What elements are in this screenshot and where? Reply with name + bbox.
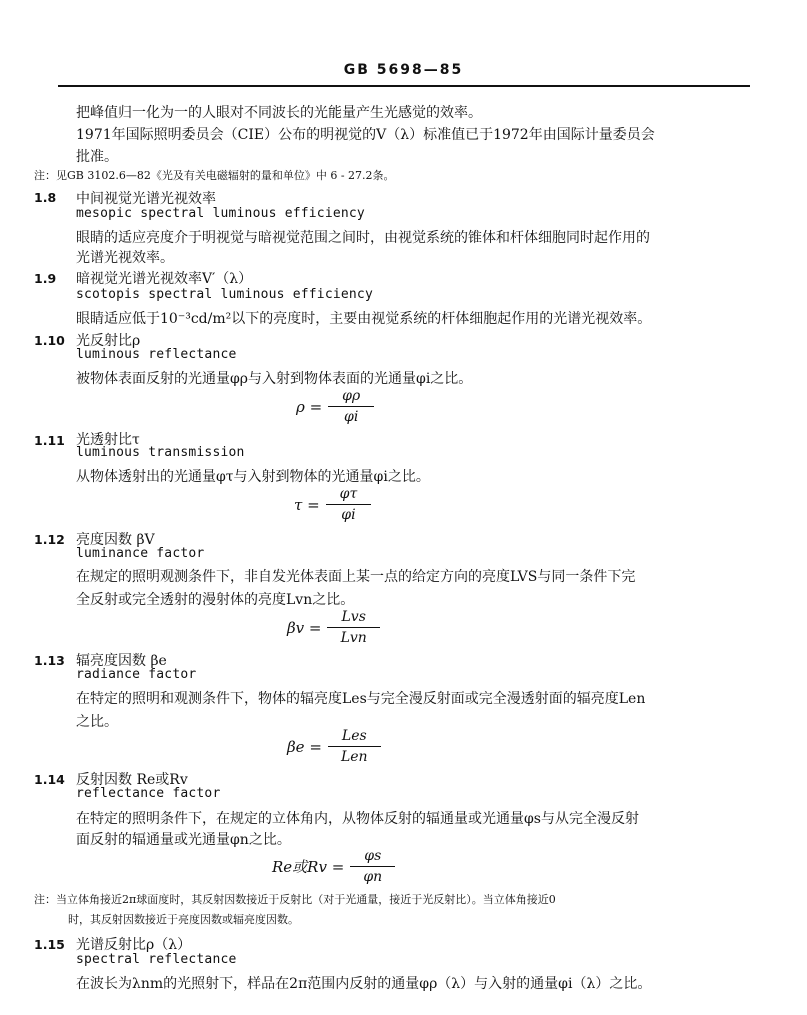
definition: 在特定的照明条件下，在规定的立体角内，从物体反射的辐通量或光通量φs与从完全漫反射	[76, 811, 639, 827]
formula-denominator: φn	[363, 869, 383, 885]
term-en: spectral reflectance	[76, 952, 237, 967]
term-zh: 辐亮度因数 βe	[76, 653, 167, 669]
formula-numerator: φs	[350, 848, 395, 867]
note: 注：当立体角接近2π球面度时，其反射因数接近于反射比（对于光通量，接近于光反射比）。当立体角接近0	[34, 893, 556, 906]
term-en: reflectance factor	[76, 786, 221, 801]
definition: 被物体表面反射的光通量φρ与入射到物体表面的光通量φi之比。	[76, 371, 473, 387]
definition: 在波长为λnm的光照射下，样品在2π范围内反射的通量φρ（λ）与入射的通量φi（λ）之比。	[76, 976, 652, 992]
formula-lhs: βv =	[287, 618, 322, 637]
formula-denominator: Lvn	[340, 630, 367, 646]
term-zh: 亮度因数 βV	[76, 532, 155, 548]
term-zh: 中间视觉光谱光视效率	[76, 191, 216, 207]
term-en: mesopic spectral luminous efficiency	[76, 206, 365, 221]
page-header-code: GB 5698—85	[343, 62, 464, 78]
formula-numerator: φτ	[326, 486, 372, 505]
term-zh: 光反射比ρ	[76, 333, 141, 349]
term-en: scotopis spectral luminous efficiency	[76, 287, 373, 302]
formula	[287, 609, 380, 646]
formula-denominator: φi	[341, 507, 356, 523]
definition: 全反射或完全透射的漫射体的亮度Lvn之比。	[76, 592, 355, 608]
formula-numerator: Les	[328, 728, 381, 747]
intro-line: 把峰值归一化为一的人眼对不同波长的光能量产生光感觉的效率。	[76, 105, 482, 121]
formula-lhs: βe =	[287, 737, 322, 756]
definition: 眼睛的适应亮度介于明视觉与暗视觉范围之间时，由视觉系统的锥体和杆体细胞同时起作用的	[76, 230, 650, 246]
term-en: luminous transmission	[76, 445, 245, 460]
term-en: luminance factor	[76, 546, 205, 561]
term-en: luminous reflectance	[76, 347, 237, 362]
intro-line: 批准。	[76, 149, 118, 165]
section-number: 1.10	[34, 333, 65, 348]
section-number: 1.11	[34, 433, 65, 448]
formula-lhs: ρ =	[296, 397, 323, 416]
term-zh: 反射因数 Re或Rv	[76, 772, 188, 788]
formula-numerator: φρ	[328, 388, 374, 407]
section-number: 1.9	[34, 271, 57, 286]
formula	[272, 848, 395, 885]
term-zh: 光谱反射比ρ（λ）	[76, 937, 192, 953]
section-number: 1.8	[34, 190, 57, 205]
section-number: 1.12	[34, 532, 65, 547]
formula	[294, 486, 371, 523]
section-number: 1.14	[34, 772, 65, 787]
formula-denominator: φi	[344, 409, 359, 425]
definition: 在规定的照明观测条件下，非自发光体表面上某一点的给定方向的亮度LVS与同一条件下完	[76, 569, 636, 585]
formula	[287, 728, 381, 765]
definition: 从物体透射出的光通量φτ与入射到物体的光通量φi之比。	[76, 469, 430, 485]
definition: 之比。	[76, 714, 118, 730]
formula-lhs: Re或Rv =	[272, 858, 345, 876]
formula	[296, 388, 374, 425]
header-rule	[58, 85, 750, 87]
definition: 面反射的辐通量或光通量φn之比。	[76, 832, 291, 848]
term-zh: 光透射比τ	[76, 432, 140, 448]
formula-lhs: τ =	[294, 495, 320, 514]
note: 时，其反射因数接近于亮度因数或辐亮度因数。	[68, 913, 299, 926]
definition: 眼睛适应低于10⁻³cd/m²以下的亮度时，主要由视觉系统的杆体细胞起作用的光谱光视效率。	[76, 311, 652, 327]
section-number: 1.13	[34, 653, 65, 668]
term-en: radiance factor	[76, 667, 197, 682]
formula-denominator: Len	[340, 749, 368, 765]
definition: 光谱光视效率。	[76, 250, 174, 266]
intro-line: 1971年国际照明委员会（CIE）公布的明视觉的V（λ）标准值已于1972年由国际计量委员会	[76, 127, 655, 143]
term-zh: 暗视觉光谱光视效率V′（λ）	[76, 271, 253, 287]
formula-numerator: Lvs	[327, 609, 379, 628]
definition: 在特定的照明和观测条件下，物体的辐亮度Les与完全漫反射面或完全漫透射面的辐亮度Len	[76, 691, 646, 707]
note: 注：见GB 3102.6—82《光及有关电磁辐射的量和单位》中 6 - 27.2条。	[34, 169, 395, 182]
section-number: 1.15	[34, 937, 65, 952]
